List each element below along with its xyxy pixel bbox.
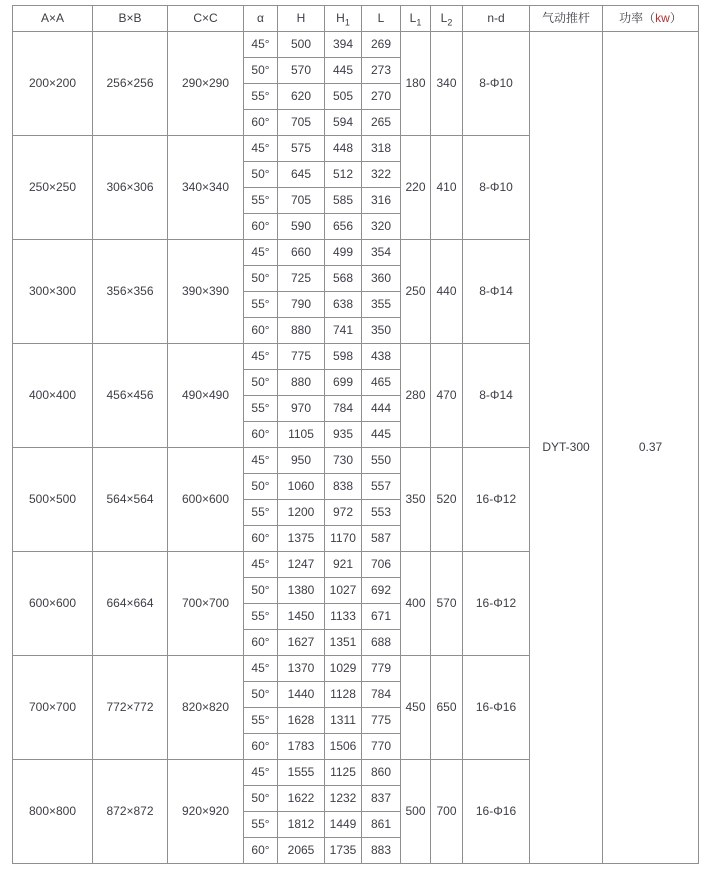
cell-h1: 1133 (325, 604, 362, 630)
cell-angle: 60° (244, 630, 278, 656)
cell-h1: 1027 (325, 578, 362, 604)
cell-angle: 60° (244, 214, 278, 240)
cell-l: 587 (362, 526, 401, 552)
cell-l1: 220 (401, 136, 431, 240)
cell-h: 950 (278, 448, 325, 474)
power-label-suffix: ） (669, 10, 682, 25)
cell-l1: 450 (401, 656, 431, 760)
cell-h: 1440 (278, 682, 325, 708)
cell-cxc: 390×390 (168, 240, 244, 344)
cell-h1: 1735 (325, 838, 362, 864)
cell-l: 557 (362, 474, 401, 500)
cell-angle: 60° (244, 110, 278, 136)
cell-cxc: 290×290 (168, 32, 244, 136)
cell-l2: 410 (431, 136, 463, 240)
power-label-kw: kw (655, 10, 670, 25)
cell-cxc: 340×340 (168, 136, 244, 240)
col-header-bxb: B×B (93, 6, 168, 32)
cell-bxb: 256×256 (93, 32, 168, 136)
cell-h: 575 (278, 136, 325, 162)
cell-l: 445 (362, 422, 401, 448)
cell-power-value: 0.37 (603, 32, 699, 864)
cell-angle: 55° (244, 84, 278, 110)
cell-cxc: 820×820 (168, 656, 244, 760)
cell-h: 705 (278, 110, 325, 136)
cell-h1: 594 (325, 110, 362, 136)
cell-h1: 1506 (325, 734, 362, 760)
cell-l: 270 (362, 84, 401, 110)
cell-h1: 1449 (325, 812, 362, 838)
cell-l: 360 (362, 266, 401, 292)
cell-h1: 1351 (325, 630, 362, 656)
cell-l: 706 (362, 552, 401, 578)
cell-l: 273 (362, 58, 401, 84)
cell-h: 1627 (278, 630, 325, 656)
cell-l: 354 (362, 240, 401, 266)
cell-bxb: 356×356 (93, 240, 168, 344)
cell-l: 779 (362, 656, 401, 682)
header-row (13, 6, 699, 32)
cell-bxb: 664×664 (93, 552, 168, 656)
cell-axa: 800×800 (13, 760, 93, 864)
col-header-l1-base: L (409, 10, 417, 25)
cell-l: 465 (362, 370, 401, 396)
cell-angle: 60° (244, 422, 278, 448)
cell-h: 645 (278, 162, 325, 188)
cell-l: 775 (362, 708, 401, 734)
col-header-power (603, 6, 699, 32)
cell-h: 1060 (278, 474, 325, 500)
cell-l: 438 (362, 344, 401, 370)
cell-angle: 45° (244, 240, 278, 266)
spec-table-body (13, 32, 699, 864)
col-header-h1 (325, 6, 362, 32)
cell-h: 1812 (278, 812, 325, 838)
col-header-l: L (362, 6, 401, 32)
cell-h: 1628 (278, 708, 325, 734)
cell-h: 790 (278, 292, 325, 318)
cell-l1: 500 (401, 760, 431, 864)
cell-h: 1622 (278, 786, 325, 812)
cell-angle: 55° (244, 396, 278, 422)
cell-angle: 50° (244, 370, 278, 396)
cell-h: 1200 (278, 500, 325, 526)
cell-l: 553 (362, 500, 401, 526)
col-header-actuator: 气动推杆 (530, 6, 603, 32)
cell-bxb: 456×456 (93, 344, 168, 448)
cell-l1: 280 (401, 344, 431, 448)
cell-bxb: 306×306 (93, 136, 168, 240)
col-header-axa: A×A (13, 6, 93, 32)
cell-angle: 50° (244, 266, 278, 292)
cell-l: 770 (362, 734, 401, 760)
cell-h1: 921 (325, 552, 362, 578)
cell-angle: 50° (244, 58, 278, 84)
cell-h1: 935 (325, 422, 362, 448)
cell-cxc: 920×920 (168, 760, 244, 864)
cell-actuator-model: DYT-300 (530, 32, 603, 864)
cell-angle: 45° (244, 344, 278, 370)
cell-h1: 598 (325, 344, 362, 370)
cell-l: 861 (362, 812, 401, 838)
cell-l: 671 (362, 604, 401, 630)
cell-cxc: 600×600 (168, 448, 244, 552)
cell-l2: 470 (431, 344, 463, 448)
cell-h1: 445 (325, 58, 362, 84)
cell-axa: 200×200 (13, 32, 93, 136)
cell-h1: 448 (325, 136, 362, 162)
cell-h: 1370 (278, 656, 325, 682)
cell-angle: 45° (244, 656, 278, 682)
cell-h: 880 (278, 318, 325, 344)
cell-angle: 50° (244, 682, 278, 708)
col-header-l1 (401, 6, 431, 32)
cell-nd: 8-Φ10 (463, 32, 530, 136)
cell-h: 1247 (278, 552, 325, 578)
cell-h1: 1029 (325, 656, 362, 682)
cell-axa: 250×250 (13, 136, 93, 240)
cell-l: 837 (362, 786, 401, 812)
cell-l: 355 (362, 292, 401, 318)
cell-l: 265 (362, 110, 401, 136)
cell-angle: 55° (244, 604, 278, 630)
col-header-h1-base: H (336, 10, 345, 25)
cell-l1: 250 (401, 240, 431, 344)
cell-angle: 50° (244, 162, 278, 188)
cell-h: 660 (278, 240, 325, 266)
cell-h: 1105 (278, 422, 325, 448)
cell-nd: 16-Φ12 (463, 552, 530, 656)
cell-h1: 585 (325, 188, 362, 214)
cell-bxb: 772×772 (93, 656, 168, 760)
cell-h: 1380 (278, 578, 325, 604)
cell-angle: 60° (244, 838, 278, 864)
cell-l: 320 (362, 214, 401, 240)
cell-h: 500 (278, 32, 325, 58)
cell-h1: 741 (325, 318, 362, 344)
cell-l: 322 (362, 162, 401, 188)
cell-l: 784 (362, 682, 401, 708)
cell-angle: 50° (244, 578, 278, 604)
cell-h1: 656 (325, 214, 362, 240)
cell-l: 444 (362, 396, 401, 422)
col-header-nd: n-d (463, 6, 530, 32)
cell-h: 705 (278, 188, 325, 214)
cell-h: 970 (278, 396, 325, 422)
cell-l: 860 (362, 760, 401, 786)
cell-axa: 600×600 (13, 552, 93, 656)
cell-l2: 440 (431, 240, 463, 344)
cell-h: 1450 (278, 604, 325, 630)
cell-cxc: 490×490 (168, 344, 244, 448)
cell-h1: 784 (325, 396, 362, 422)
cell-l2: 570 (431, 552, 463, 656)
cell-angle: 45° (244, 552, 278, 578)
cell-l1: 400 (401, 552, 431, 656)
cell-h1: 505 (325, 84, 362, 110)
power-label-prefix: 功率（ (619, 10, 656, 25)
cell-h1: 1232 (325, 786, 362, 812)
cell-h1: 1128 (325, 682, 362, 708)
cell-l: 316 (362, 188, 401, 214)
cell-angle: 45° (244, 448, 278, 474)
cell-nd: 16-Φ16 (463, 760, 530, 864)
cell-angle: 45° (244, 136, 278, 162)
cell-l: 269 (362, 32, 401, 58)
cell-l2: 650 (431, 656, 463, 760)
cell-h1: 1170 (325, 526, 362, 552)
col-header-l2-base: L (440, 10, 448, 25)
cell-l: 692 (362, 578, 401, 604)
cell-l: 688 (362, 630, 401, 656)
col-header-h1-sub: 1 (344, 17, 350, 28)
cell-angle: 50° (244, 786, 278, 812)
cell-l2: 340 (431, 32, 463, 136)
cell-nd: 8-Φ10 (463, 136, 530, 240)
cell-angle: 60° (244, 734, 278, 760)
cell-h1: 512 (325, 162, 362, 188)
cell-h: 2065 (278, 838, 325, 864)
cell-h: 775 (278, 344, 325, 370)
cell-axa: 700×700 (13, 656, 93, 760)
col-header-h: H (278, 6, 325, 32)
cell-nd: 16-Φ16 (463, 656, 530, 760)
cell-l: 318 (362, 136, 401, 162)
cell-l2: 700 (431, 760, 463, 864)
cell-angle: 55° (244, 500, 278, 526)
col-header-cxc: C×C (168, 6, 244, 32)
cell-h1: 499 (325, 240, 362, 266)
cell-h1: 638 (325, 292, 362, 318)
cell-h: 1555 (278, 760, 325, 786)
cell-nd: 8-Φ14 (463, 344, 530, 448)
cell-axa: 400×400 (13, 344, 93, 448)
cell-l: 350 (362, 318, 401, 344)
cell-h1: 394 (325, 32, 362, 58)
cell-angle: 45° (244, 760, 278, 786)
cell-angle: 55° (244, 188, 278, 214)
cell-h1: 568 (325, 266, 362, 292)
cell-h1: 1311 (325, 708, 362, 734)
table-row (13, 32, 699, 58)
cell-h: 1375 (278, 526, 325, 552)
cell-nd: 8-Φ14 (463, 240, 530, 344)
cell-l1: 350 (401, 448, 431, 552)
cell-h: 590 (278, 214, 325, 240)
cell-angle: 45° (244, 32, 278, 58)
cell-bxb: 564×564 (93, 448, 168, 552)
cell-h1: 972 (325, 500, 362, 526)
cell-nd: 16-Φ12 (463, 448, 530, 552)
cell-h: 880 (278, 370, 325, 396)
cell-l: 550 (362, 448, 401, 474)
cell-h1: 1125 (325, 760, 362, 786)
cell-h1: 730 (325, 448, 362, 474)
cell-angle: 55° (244, 708, 278, 734)
cell-l: 883 (362, 838, 401, 864)
cell-cxc: 700×700 (168, 552, 244, 656)
cell-angle: 55° (244, 292, 278, 318)
col-header-alpha: α (244, 6, 278, 32)
cell-h: 725 (278, 266, 325, 292)
cell-angle: 60° (244, 526, 278, 552)
col-header-l1-sub: 1 (416, 17, 422, 28)
cell-angle: 50° (244, 474, 278, 500)
cell-axa: 300×300 (13, 240, 93, 344)
col-header-l2-sub: 2 (447, 17, 453, 28)
cell-h1: 699 (325, 370, 362, 396)
spec-table (12, 5, 699, 864)
cell-h1: 838 (325, 474, 362, 500)
cell-h: 1783 (278, 734, 325, 760)
cell-l1: 180 (401, 32, 431, 136)
cell-angle: 60° (244, 318, 278, 344)
cell-h: 620 (278, 84, 325, 110)
cell-angle: 55° (244, 812, 278, 838)
cell-axa: 500×500 (13, 448, 93, 552)
cell-h: 570 (278, 58, 325, 84)
cell-bxb: 872×872 (93, 760, 168, 864)
cell-l2: 520 (431, 448, 463, 552)
col-header-l2 (431, 6, 463, 32)
